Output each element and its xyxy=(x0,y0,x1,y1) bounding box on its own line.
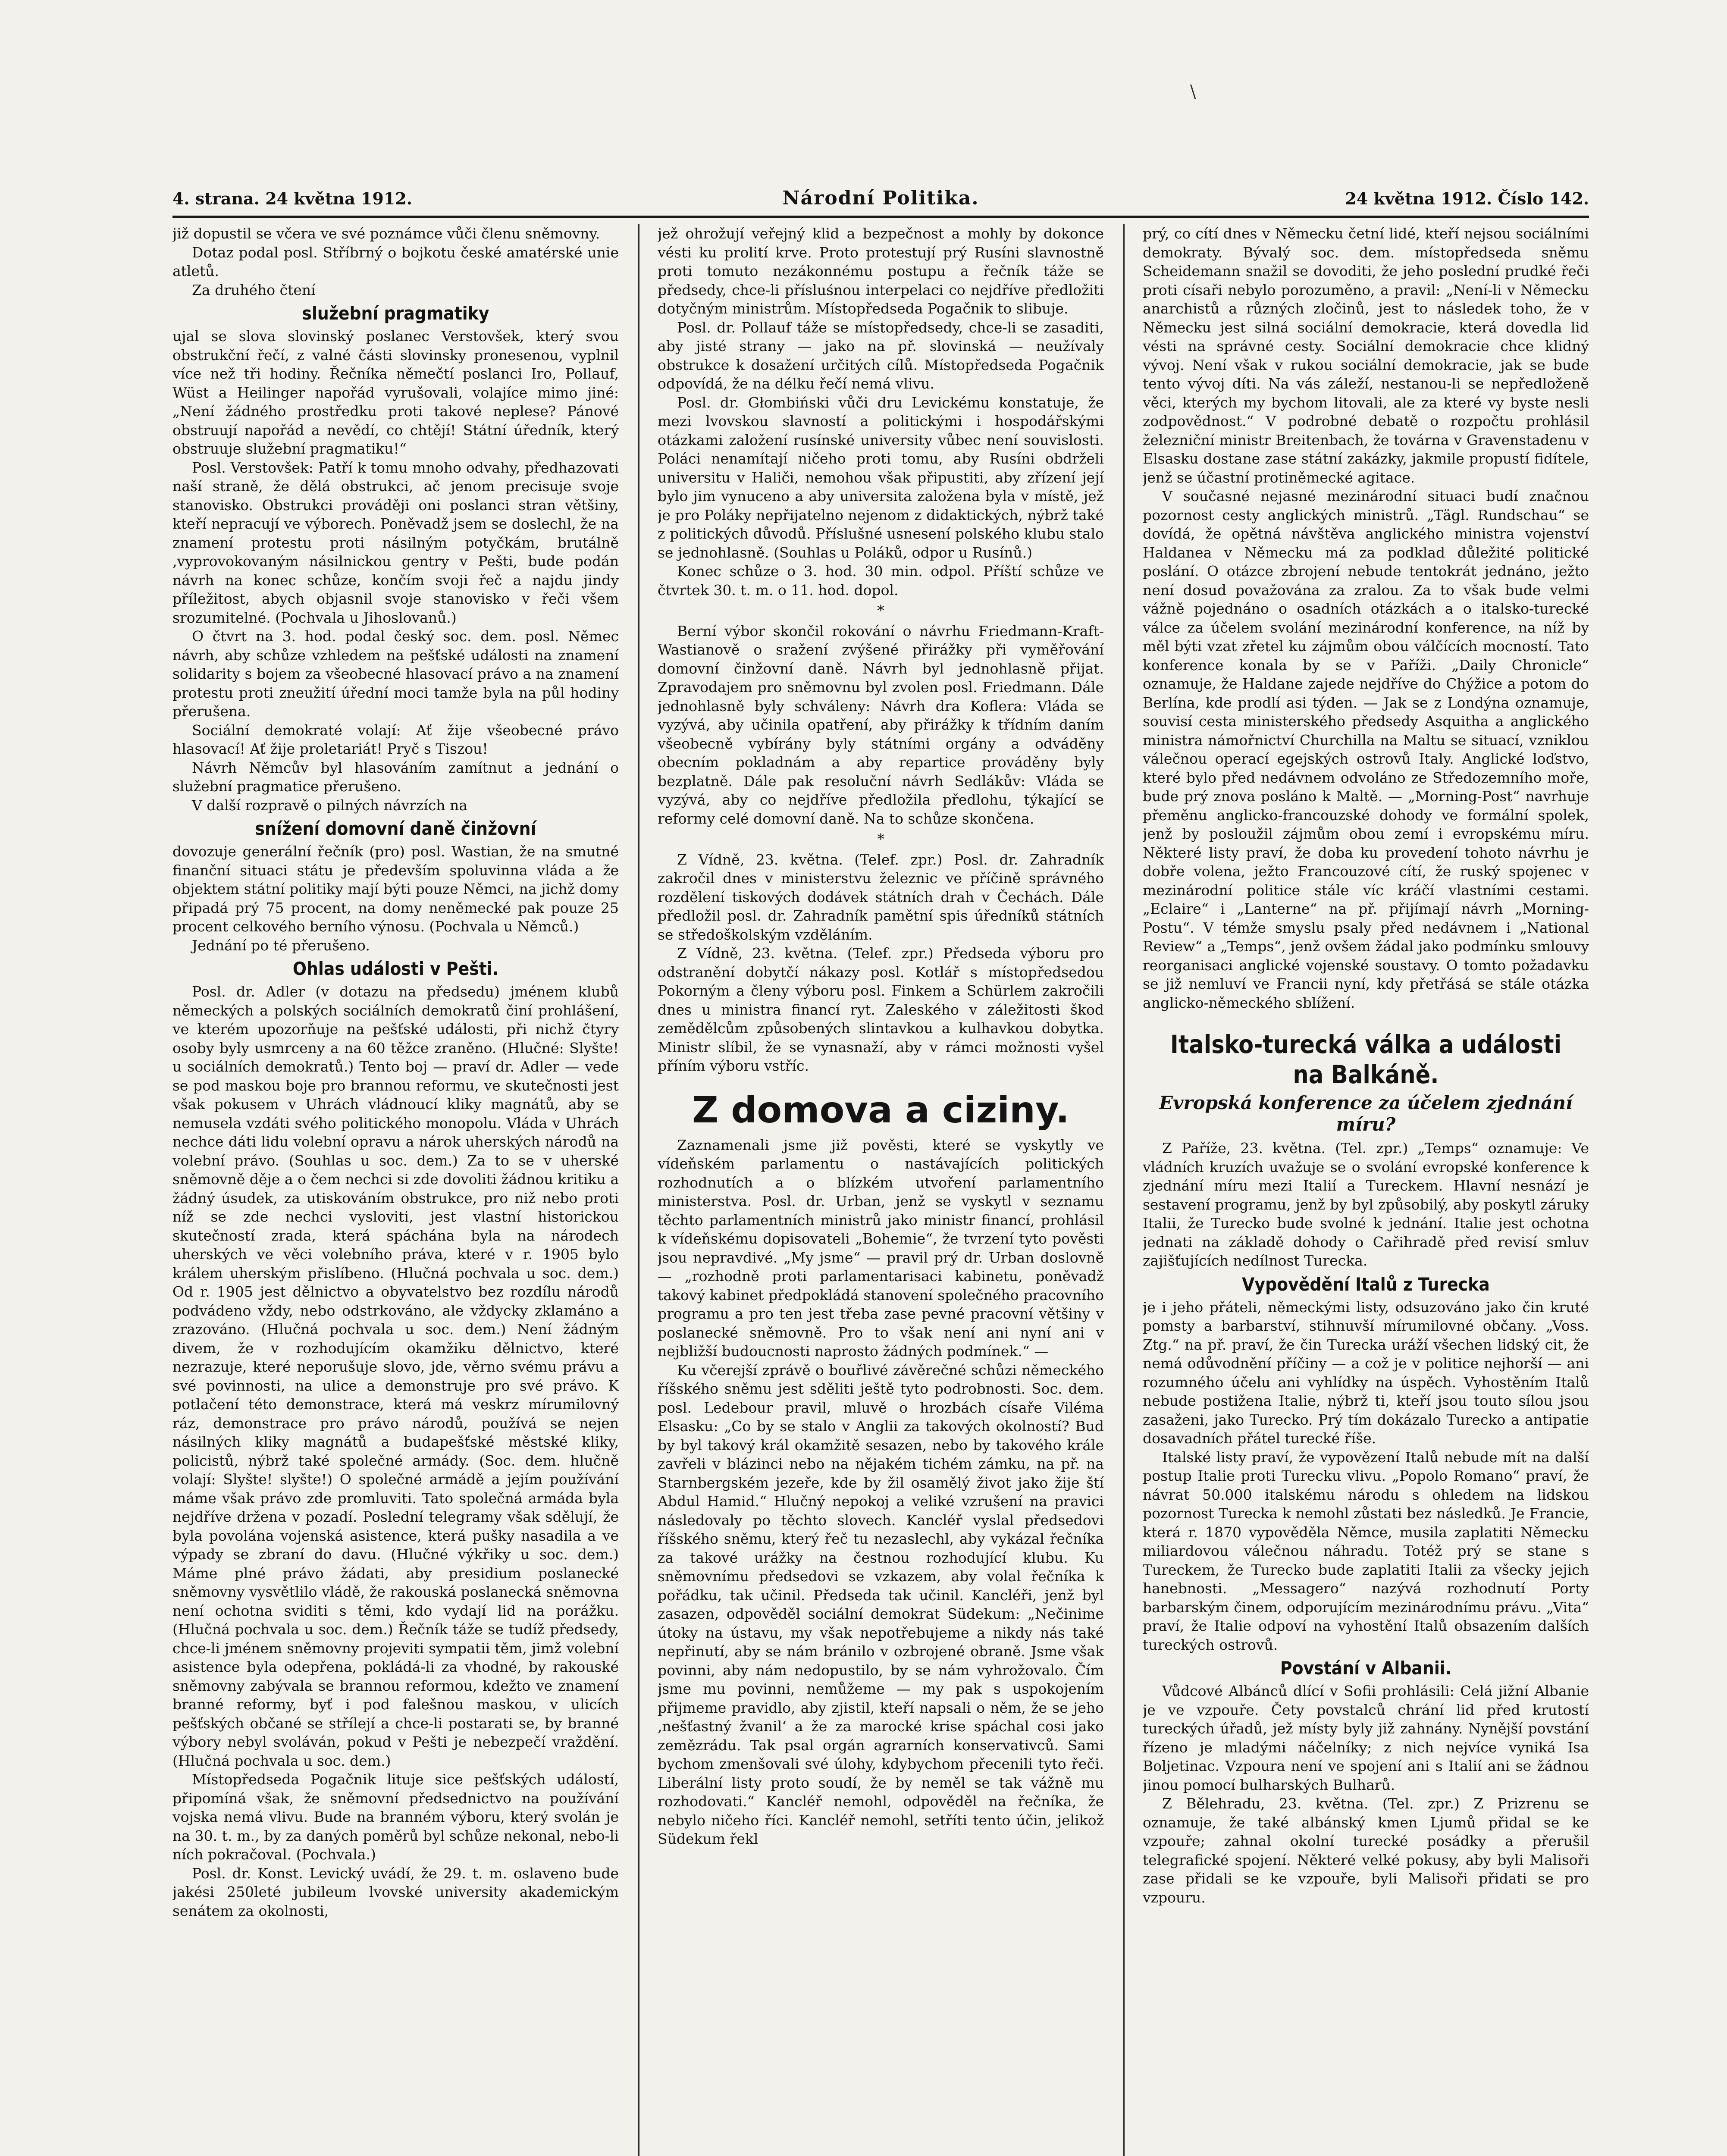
subheading: Evropská konference za účelem zjednání míru? xyxy=(1159,1092,1573,1135)
paragraph: Posl. dr. Adler (v dotazu na předsedu) jménem klubů německých a polských sociálních demokratů činí prohlášení, ve kterém upozorňuje na pešťské události, při nichž čtyry osoby byly usmrceny a na 60 těžce zraněno. (Hlučné: Slyšte! u sociálních demokratů.) Tento boj — praví dr. Adler — vede se pod maskou boje pro brannou reformu, ve skutečnosti jest však pokusem v Uhrách vládnoucí kliky magnátů, aby se nemusela vzdáti svého politického monopolu. Vláda v Uhrách nechce dáti lidu volební opravu a nárok uherských národů na volební právo. (Souhlas u soc. dem.) Za to se v uherské sněmovně děje a o čem nechci si zde dovoliti žádnou kritiku a žádný úsudek, za utiskováním obstrukce, pro niž nebo proti níž se zde nechci vysloviti, jest vlastní historickou skutečností zrada, která spáchána byla na národech uherských ve věci volebního práva, které v r. 1905 bylo králem uherským přislíbeno. (Hlučná pochvala u soc. dem.) Od r. 1905 jest dělnictvo a obyvatelstvo bez rozdílu národů podvádeno vždy, nebo odstrkováno, ale vždycky zklamáno a zrazováno. (Hlučná pochvala u soc. dem.) Není žádným divem, že v rozhodujícím okamžiku dělnictvo, které nezrazuje, které neporušuje slovo, jde, věrno svému právu a své povinnosti, na ulice a demonstruje pro své právo. K potlačení této demonstrace, která má veskrz mírumilovný ráz, demonstrace pro právo národů, používá se nejen násilných kliky magnátů a budapešťské městské kliky, policistů, nýbrž také společné armády. (Soc. dem. hlučně volají: Slyšte! slyšte!) O společné armádě a jejím používání máme však právo zde promluviti. Tato společná armáda byla nejdříve držena v pozadí. Poslední telegramy však sdělují, že byla povolána vojenská asistence, která pušky nasadila a ve výpady se zbraní do davu. (Hlučné výkřiky u soc. dem.) Máme plné právo žádati, aby presidium poslanecké sněmovny vysvětlilo vládě, že rakouská poslanecká sněmovna není ochotna sviditi s těmi, kdo vydají lid na porážku. (Hlučná pochvala u soc. dem.) Řečník táže se tudíž předsedy, chce-li jménem sněmovny projeviti sympatii těm, jimž volební asistence byla odepřena, pokládá-li za vhodné, by rakouské sněmovny zabývala se brannou reformou, kdežto ve znamení branné reformy, byť i pod falešnou maskou, v ulicích pešťských občané se střílejí a chce-li postarati se, by branné výbory nebyl svoláván, pokud v Pešti je nebezpečí vraždění. (Hlučná pochvala u soc. dem.) xyxy=(172,983,619,1769)
paragraph: Zaznamenali jsme již pověsti, které se vyskytly ve vídeňském parlamentu o nastávajících politických rozhodnutích a o blízkém utvoření parlamentního ministerstva. Posl. dr. Urban, jenž se vyskytl v seznamu těchto parlamentních ministrů jako ministr financí, prohlásil k vídeňskému dopisovateli „Bohemie“, že tvrzení tyto pověsti jsou nepravdivé. „My jsme“ — pravil prý dr. Urban doslovně — „rozhodně proti parlamentarisaci kabinetu, poněvadž takový kabinet předpokládá stanovení společného pracovního programu a pro ten jest třeba zase pevné pracovní většiny v poslanecké sněmovně. Pro to však není ani nyní ani v nejbližší budoucnosti naprosto žádných podmínek.“ — xyxy=(658,1136,1104,1360)
section-heading: Italsko-turecká válka a události na Balkáně. xyxy=(1170,1030,1562,1089)
paragraph: O čtvrt na 3. hod. podal český soc. dem. posl. Němec návrh, aby schůze vzhledem na pešťské události na znamení solidarity s bojem za všeobecné hlasovací právo a na znamení protestu proti zneužití úřední moci tamže byla na půl hodiny přerušena. xyxy=(172,628,619,720)
subheading: Vypovědění Italů z Turecka xyxy=(1242,1273,1490,1295)
paragraph: Dotaz podal posl. Stříbrný o bojkotu české amatérské unie atletů. xyxy=(172,244,619,279)
paragraph: Vůdcové Albánců dlící v Sofii prohlásili: Celá jižní Albanie je ve vzpouře. Čety povstalců chrání lid před krutostí tureckých úřadů, jež místy byly již zahnány. Nynější povstání řízeno je mladými náčelníky; z nich nejvíce vyniká Isa Boljetinac. Vzpoura není ve spojení ani s Italií ani se žádnou jinou pomocí bulharských Bulharů. xyxy=(1143,1683,1589,1793)
paragraph: V další rozpravě o pilných návrzích na xyxy=(192,796,468,814)
masthead: Národní Politika. xyxy=(782,187,979,209)
paragraph: Z Vídně, 23. května. (Telef. zpr.) Posl. dr. Zahradník zakročil dnes v ministerstvu železnic ve příčině správného rozdělení tiskových dodávek státních drah v Čechách. Dále předložil posl. dr. Zahradník pamětní spis úředníků státních se středoškolským vzděláním. xyxy=(658,851,1104,943)
paragraph: Z Vídně, 23. května. (Telef. zpr.) Předseda výboru pro odstranění dobytčí nákazy posl. Kotlář s místopředsedou Pokorným a členy výboru posl. Finkem a Schürlem zakročili dnes u ministra financí ryt. Zaleského v záležitosti škod zemědělcům způsobených slintavkou a kulhavkou dobytka. Ministr slíbil, že se vynasnaží, aby v rámci možnosti vyšel příním výboru vstříc. xyxy=(658,945,1104,1074)
paragraph: prý, co cítí dnes v Německu četní lidé, kteří nejsou sociálními demokraty. Bývalý soc. dem. místopředseda sněmu Scheidemann snažil se dovoditi, že jeho poslední prudké řeči proti císaři nebylo porozuměno, a pravil: „Není-li v Německu anarchistů a různých zločinů, jest to následek toho, že v Německu jest silná sociální demokracie, která dovedla lid vésti na správné cesty. Sociální demokracie chce klidný vývoj. Není však v rukou sociální demokracie, jak se bude tento vývoj díti. Na vás záleží, nestanou-li se nepředloženě věci, kterých my bychom litovali, ale za které vy byste nesli zodpovědnost.“ V podrobné debatě o rozpočtu prohlásil železniční ministr Breitenbach, že továrna v Gravenstadenu v Elsasku dostane zase státní zakázky, jakmile propustí fidítele, jenž se účastní protiněmecké agitace. xyxy=(1143,225,1589,486)
paragraph: jež ohrožují veřejný klid a bezpečnost a mohly by dokonce vésti ku prolití krve. Proto protestují prý Rusíni slavnostně proti tomuto nezákonnému postupu a řečník táže se předsedy, chce-li přísluśnou interpelaci co nejdříve předložiti dotyčným ministrům. Místopředseda Pogačnik to slibuje. xyxy=(658,225,1104,317)
paragraph: ujal se slova slovinský poslanec Verstovšek, který svou obstrukční řečí, z valné části slovinsky pronesenou, vyplnil více než tři hodiny. Řečníka němečtí poslanci Iro, Pollauf, Wüst a Heilinger napořád vyrušovali, volajíce mimo jiné: „Není žádného prostředku proti takové neplese? Pánové obstruují napořád a nevědí, co chtějí! Státní úředník, který obstruuje služební pragmatiku!“ xyxy=(172,328,619,457)
paragraph: Z Paříže, 23. května. (Tel. zpr.) „Temps“ oznamuje: Ve vládních kruzích uvažuje se o svolání evropské konference k zjednání míru mezi Italií a Tureckem. Hlavní nesnází je sestavení programu, jenž by byl způsobilý, aby poskytl záruky Italii, že Turecko bude svolné k jednání. Italie jest ochotna jednati na základě dohody o Cařihradě před revisí smluv zajišťujících nedílnost Turecka. xyxy=(1143,1140,1589,1269)
paragraph: V současné nejasné mezinárodní situaci budí značnou pozornost cesty anglických ministrů. „Tägl. Rundschau“ se dovídá, že opětná návštěva anglického ministra vojenství Haldanea v Německu má za podklad důležité politické poslání. O otázce zbrojení nebude tentokrát jednáno, ježto není dosud považována za zralou. Za to však bude velmi vážně pojednáno o osadních otázkách a o italsko-turecké válce za účelem svolání mezinárodní konference, na níž by měl býti vzat zřetel ku zájmům obou válčících mocností. Tato konference konala by se v Paříži. „Daily Chronicle“ oznamuje, že Haldane zajede nejdříve do Chýžice a potom do Berlína, kde prodlí asi týden. — Jak se z Londýna oznamuje, souvisí cesta ministerského předsedy Asquitha a anglického ministra námořnictví Churchilla na Maltu se situací, vzniklou válečnou operací egejských ostrovů Italy. Anglické loďstvo, které bylo před nedávnem odvoláno ze Středozemního moře, bude prý znova posláno k Maltě. — „Morning-Post“ navrhuje přeměnu anglicko-francouzské dohody ve formální spolek, jenž by posloužil zájmům obou zemí i evropskému míru. Některé listy praví, že doba ku provedení tohoto návrhu je dobře volena, ježto Francouzové cítí, že ruský spojenec v mezinárodní politice stále víc kráčí vlastními cestami. „Eclaire“ i „Lanterne“ na př. přijímají návrh „Morning-Postu“. V témže smyslu psaly před nedávnem i „National Review“ a „Temps“, jenž ovšem žádal jako podmínku smlouvy reorganisaci anglické vojenské soustavy. O tomto požadavku se již nemluví ve Francii nyní, kdy přetřásá se stále otázka anglicko-německého sblížení. xyxy=(1143,488,1589,1011)
paragraph: Jednání po té přerušeno. xyxy=(192,937,370,954)
subheading: Povstání v Albanii. xyxy=(1280,1658,1452,1679)
separator-dot: * xyxy=(877,602,884,619)
subheading: Ohlas události v Pešti. xyxy=(292,958,499,979)
section-heading: Z domova a ciziny. xyxy=(692,1088,1069,1131)
issue-number: 24 května 1912. Číslo 142. xyxy=(1345,189,1589,208)
paragraph: Posl. Verstovšek: Patří k tomu mnoho odvahy, předhazovati naší straně, že dělá obstrukci, ač jenom precisuje svoje stanovisko. Obstrukci prováději oni poslanci stran většiny, kteří nepracují ve výborech. Poněvadž jsem se doslechl, že na znamení protestu proti násilným potyčkám, brutálně ‚vyprovokovaným násilnickou gentry v Pešti, bude podán návrh na konec schůze, končím svoji řeč a najdu jindy příležitost, abych objasnil svoje stanovisko v řeči všem srozumitelné. (Pochvala u Jihoslovanů.) xyxy=(172,459,619,626)
paragraph: Posl. dr. Pollauf táže se místopředsedy, chce-li se zasaditi, aby jisté strany — jako na př. slovinská — neužívaly obstrukce k dosažení určitých cílů. Místopředseda Pogačnik odpovídá, že na délku řečí nemá vlivu. xyxy=(658,319,1104,392)
paragraph: Za druhého čtení xyxy=(192,281,316,298)
column-2 xyxy=(658,224,1104,2156)
paragraph: Ku včerejší zprávě o bouřlivé závěrečné schůzi německého říšského sněmu jest sděliti ještě tyto podrobnosti. Soc. dem. posl. Ledebour pravil, mluvě o hrozbách císaře Viléma Elsasku: „Co by se stalo v Anglii za takových okolností? Bud by byl takový král okamžitě sesazen, nebo by takového krále zavřeli v blázinci nebo na nějakém tichém zámku, na př. na Starnbergském jezeře, kde by žil osamělý život jako žije ští Abdul Hamid.“ Hlučný nepokoj a veliké vzrušení na pravici následovaly po těchto slovech. Kancléř vyslal předsedovi říšského sněmu, který řeč tu nezaslechl, aby vykázal řečníka za takové urážky na čestnou rozhodující klubu. Ku sněmovnímu předsedovi se vzkazem, aby volal řečníka k pořádku, tak učinil. Předseda tak učinil. Kancléři, jenž byl zasazen, odpověděl sociální demokrat Südekum: „Nečinime útoky na ústavu, my však nepotřebujeme a nikdy nás také nepřinutí, aby se nám bránilo v ozbrojené obraně. Jsme však povinni, aby nám nedopustilo, by se nám vyhrožovalo. Čím jsme mu povinni, nemůžeme — my pak s uspokojením přijmeme pravidlo, aby zjistil, kteří napsali o něm, že se jeho ‚nešťastný žvanil‘ a že za marocké krise spáchal cosi jako zemězrádu. Tak psal orgán agrarních konservativců. Sami bychom zmenšovali své úlohy, kdybychom přecenili tyto řeči. Liberální listy proto soudí, že by neměl se tak vážně mu rozhodovati.“ Kancléř nemohl, odpověděl na řečníka, že nebylo ničeho říci. Kancléř nemohl, setříti tento účin, jelikož Südekum řekl xyxy=(658,1361,1104,1847)
paragraph: je i jeho přáteli, německými listy, odsuzováno jako čin kruté pomsty a barbarství, stihnuvší mírumilovné občany. „Voss. Ztg.“ na př. praví, že čin Turecka uráží všechen lidský cit, že nemá odůvodnění příčiny — a což je v politice nejhorší — ani rozumného účelu ani vyhlídky na úspěch. Vyhostěním Italů nebude postižena Italie, nýbrž ti, kteří jsou touto sílou jsou zasaženi, jako Turecko. Prý tím dokázalo Turecko a antipatie dosavadních přátel turecké říše. xyxy=(1143,1298,1589,1447)
paragraph: Berní výbor skončil rokování o návrhu Friedmann-Kraft-Wastianově o sražení zvýšené přirážky při vyměřování domovní činžovní daně. Návrh byl jednohlasně přijat. Zpravodajem pro sněmovnu byl zvolen posl. Friedmann. Dále jednohlasně byly schváleny: Návrh dra Koflera: Vláda se vyzývá, aby učinila opatření, aby přirážky k třídním daním všeobecně vybírány byly státními orgány a odváděny obecním pokladnám a aby repartice prováděny byly bezplatně. Dále pak resoluční návrh Sedlákův: Vláda se vyzývá, aby co nejdříve předložila předlohu, týkající se reformy celé domovní daně. Na to schůze skončena. xyxy=(658,622,1104,827)
paragraph: již dopustil se včera ve své poznámce vůči členu sněmovny. xyxy=(172,225,600,242)
paragraph: dovozuje generální řečník (pro) posl. Wastian, že na smutné finanční situaci státu je především spoluvinna vláda a že objektem státní politiky mají býti pouze Němci, na jichž domy připadá prý 75 procent, na domy neněmecké pak pouze 25 procent celkového berního výnosu. (Pochvala u Němců.) xyxy=(172,843,619,935)
paragraph: Návrh Němcův byl hlasováním zamítnut a jednání o služební pragmatice přerušeno. xyxy=(172,759,619,795)
column-rule xyxy=(1123,224,1125,2156)
paragraph: Posl. dr. Konst. Levický uvádí, že 29. t. m. oslaveno bude jakési 250leté jubileum lvovské university akademickým senátem za okolnosti, xyxy=(172,1865,619,1919)
page-number-date: 4. strana. 24 května 1912. xyxy=(172,189,412,208)
column-1 xyxy=(172,224,619,2156)
paragraph: Konec schůze o 3. hod. 30 min. odpol. Příští schůze ve čtvrtek 30. t. m. o 11. hod. dopol. xyxy=(658,563,1104,599)
subheading: snížení domovní daně činžovní xyxy=(255,818,536,839)
column-3 xyxy=(1143,224,1589,2156)
paragraph: Sociální demokraté volají: Ať žije všeobecné právo hlasovací! Ať žije proletariát! Pryč s Tiszou! xyxy=(172,721,619,757)
scan-mark: \ xyxy=(1190,82,1196,102)
paragraph: Z Bělehradu, 23. května. (Tel. zpr.) Z Prizrenu se oznamuje, že také albánský kmen Ljumů přidal se ke vzpouře; zahnal okolní turecké posádky a přerušil telegrafické spojení. Některé velké pokusy, aby byli Malisoři zase přidali se ke vzpouře, byli Malisoři přidati se pro vzpouru. xyxy=(1143,1795,1589,1906)
paragraph: Italské listy praví, že vypovězení Italů nebude mít na další postup Italie proti Turecku vlivu. „Popolo Romano“ praví, že návrat 50.000 italskému národu s ohledem na lidskou pozornost Turecka k nemohl zůstati bez následků. Je Francie, která r. 1870 vypověděla Němce, musila zaplatiti Německu miliardovou válečnou náhradu. Totéž prý se stane s Tureckem, že Turecko bude zaplatiti Italii za všecky jejich hanebnosti. „Messagero“ nazývá rozhodnutí Porty barbarským činem, odporujícím mezinárodnímu právu. „Vita“ praví, že Italie odpoví na vyhostění Italů obsazením dalších tureckých ostrovů. xyxy=(1143,1448,1589,1653)
paragraph: Místopředseda Pogačnik lituje sice pešťských událostí, připomíná však, že sněmovní předsednictvo na používání vojska nemá vlivu. Bude na branném výboru, který svolán je na 30. t. m., by za daných poměrů byl schůze nekonal, nebo-li ních pokračoval. (Pochvala.) xyxy=(172,1771,619,1863)
subheading: služební pragmatiky xyxy=(302,303,489,324)
paragraph: Posl. dr. Głombiński vůči dru Levickému konstatuje, že mezi lvovskou slavností a politickými i hospodářskými otázkami založení rusínské university vůbec není souvislosti. Poláci nenamítají ničeho proti tomu, aby Rusíni obdrželi universitu v Haliči, nemohou však připustiti, aby zřízení její bylo jim vynuceno a aby universita založena byla v místě, jež je pro Poláky nepřijatelno nejenom z didaktických, nýbrž také z politických důvodů. Příslušné usnesení polského klubu stalo se jednohlasně. (Souhlas u Poláků, odpor u Rusínů.) xyxy=(658,394,1104,561)
newspaper-page xyxy=(172,185,1589,2156)
page-header xyxy=(172,185,1589,218)
column-rule xyxy=(638,224,639,2156)
separator-dot: * xyxy=(877,830,884,847)
